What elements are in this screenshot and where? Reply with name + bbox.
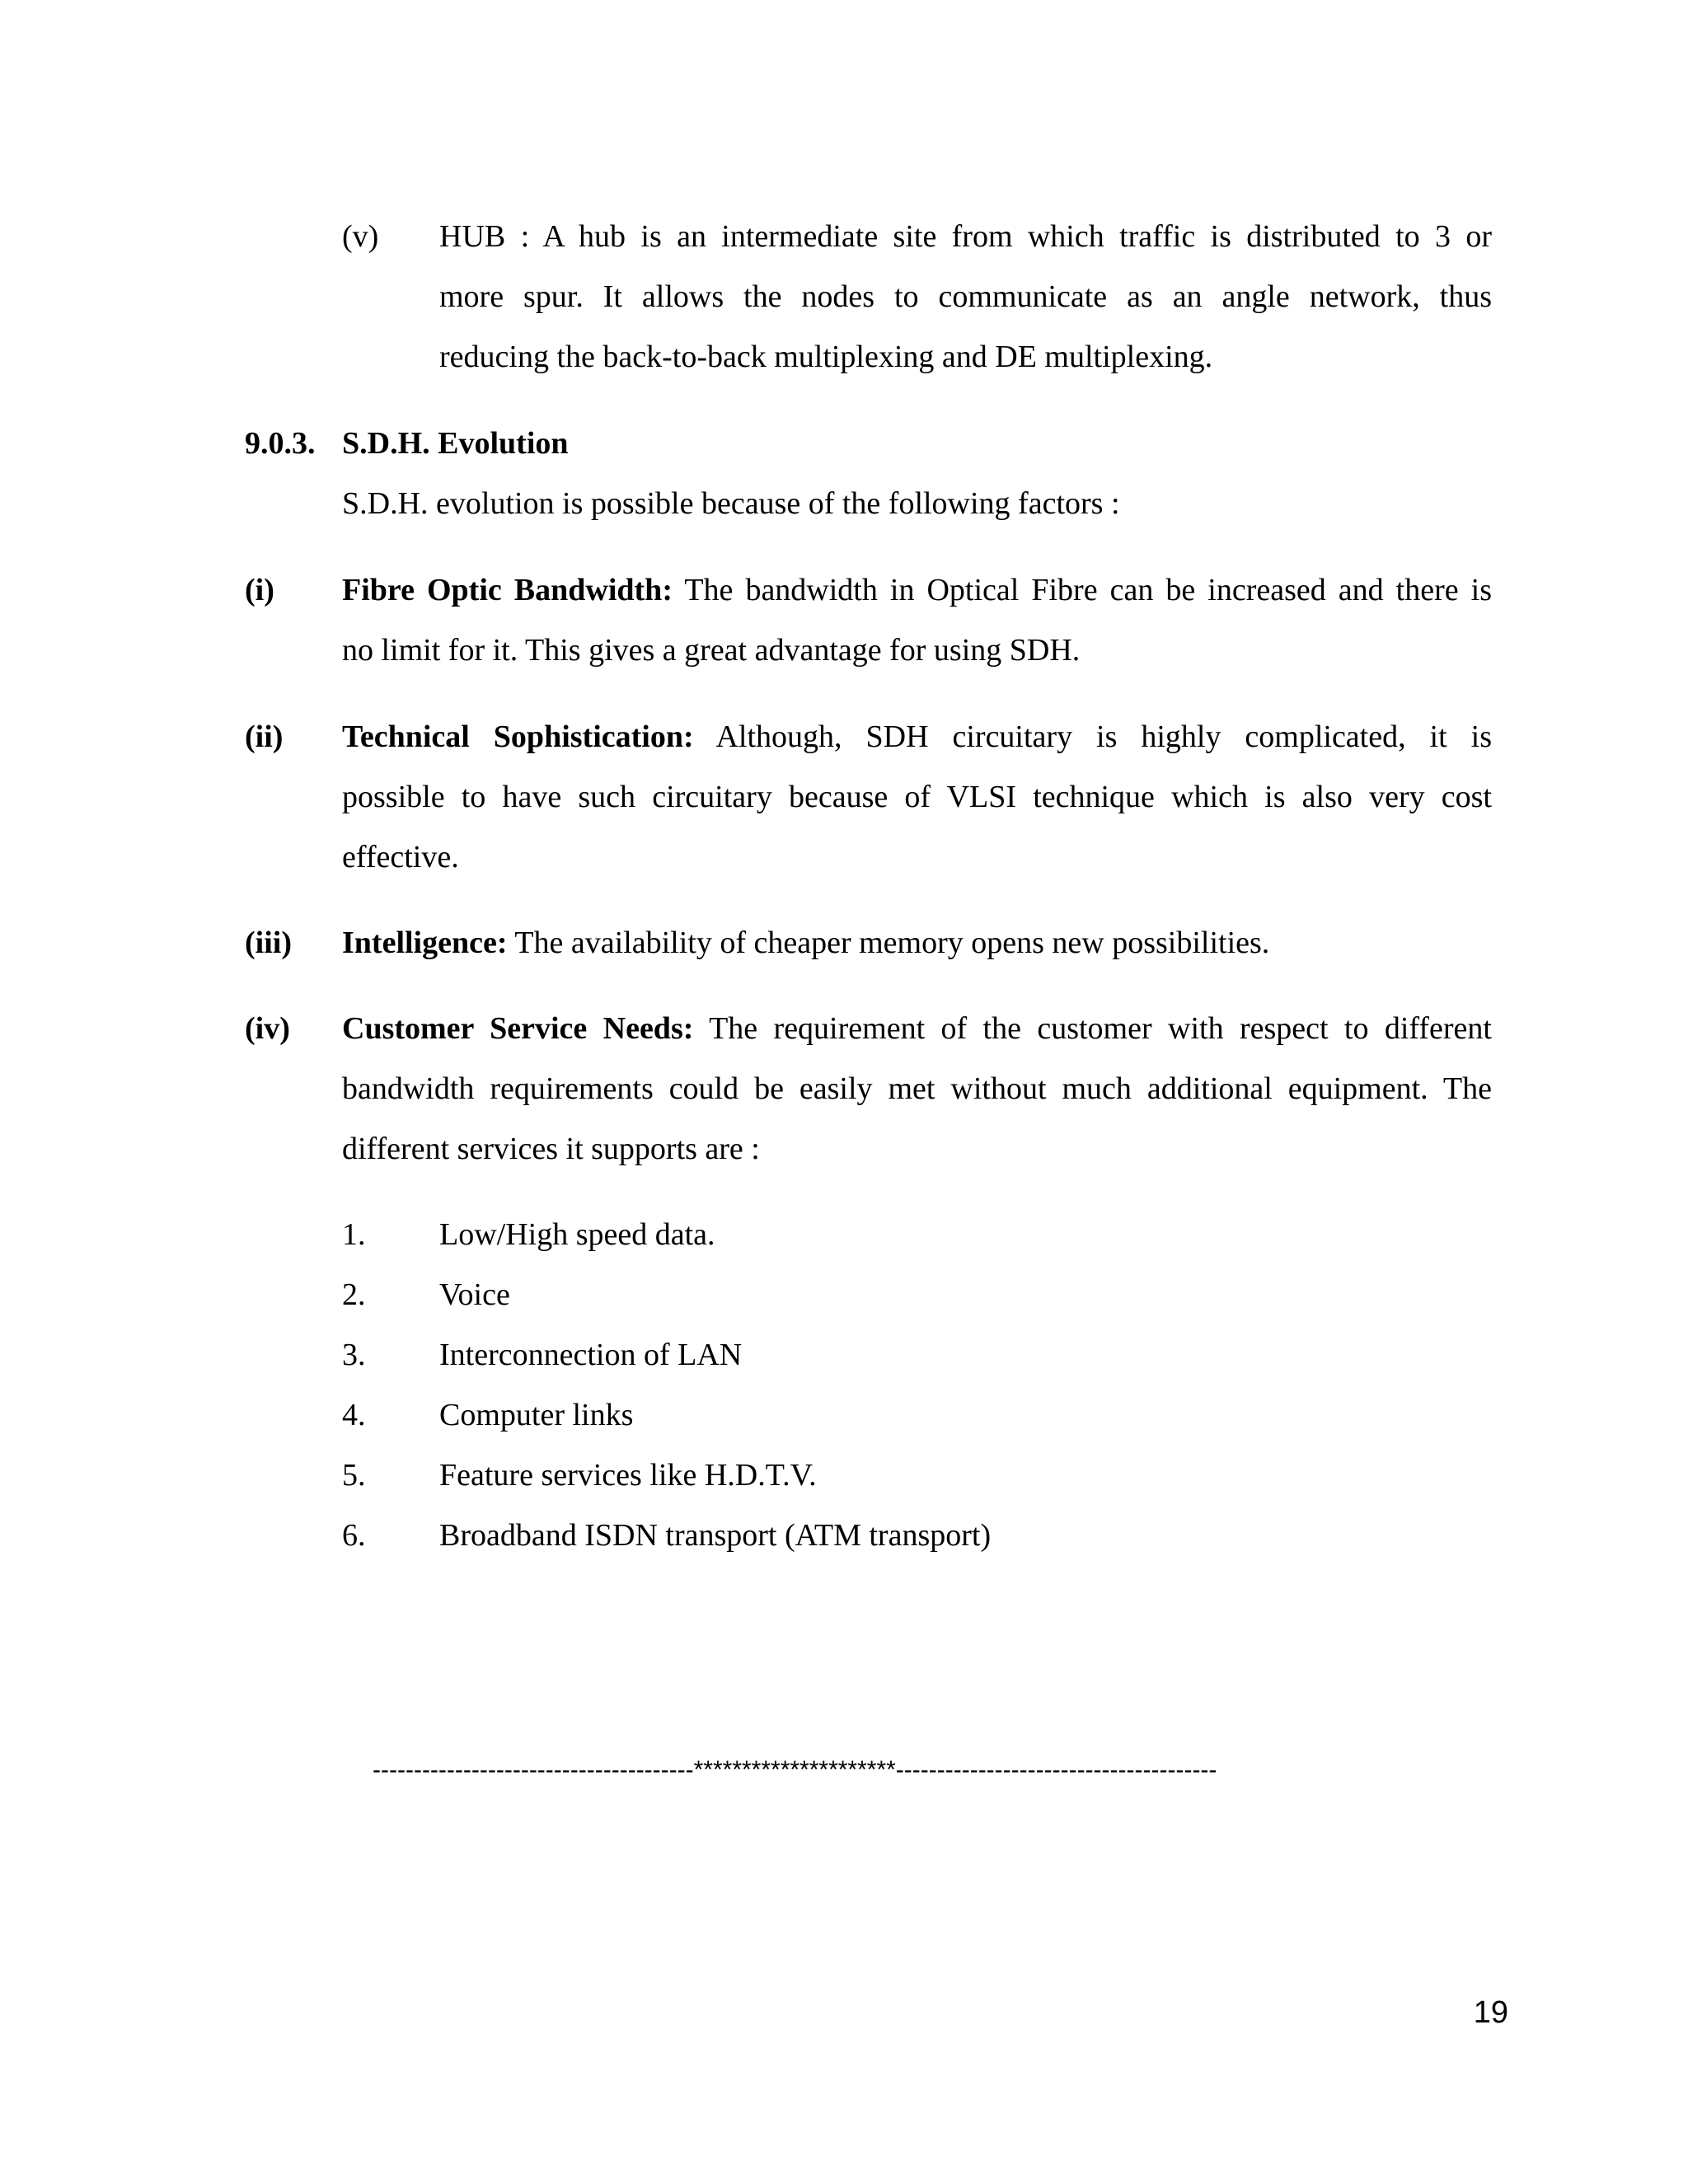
- service-item: Low/High speed data.: [439, 1217, 715, 1252]
- service-item: Feature services like H.D.T.V.: [439, 1458, 817, 1493]
- factor-marker: (ii): [245, 719, 284, 754]
- factor-text: The bandwidth in Optical Fibre can be increased and there is: [672, 573, 1492, 607]
- factor-line: bandwidth requirements could be easily met without much additional equipment. The: [342, 1071, 1492, 1106]
- section-intro: S.D.H. evolution is possible because of the following factors :: [342, 486, 1120, 521]
- service-number: 3.: [342, 1338, 366, 1372]
- factor-marker: (iv): [245, 1011, 290, 1046]
- section-number: 9.0.3.: [245, 426, 316, 461]
- service-item: Computer links: [439, 1398, 634, 1432]
- factor-text: The availability of cheaper memory opens new possibilities.: [507, 926, 1270, 960]
- service-item: Voice: [439, 1277, 510, 1312]
- hub-item-line-2: more spur. It allows the nodes to communicate as an angle network, thus: [439, 279, 1492, 314]
- service-number: 5.: [342, 1458, 366, 1493]
- hub-item-marker: (v): [342, 219, 379, 254]
- section-title: S.D.H. Evolution: [342, 426, 569, 461]
- factor-marker: (i): [245, 573, 274, 607]
- factor-line: effective.: [342, 840, 459, 874]
- factor-first-line: [342, 572, 1492, 608]
- page-number: 19: [1473, 1995, 1508, 2030]
- service-number: 2.: [342, 1277, 366, 1312]
- service-item: Broadband ISDN transport (ATM transport): [439, 1518, 992, 1553]
- factor-marker: (iii): [245, 926, 292, 960]
- factor-line: no limit for it. This gives a great advantage for using SDH.: [342, 633, 1081, 668]
- service-item: Interconnection of LAN: [439, 1338, 743, 1372]
- factor-term: Customer Service Needs:: [342, 1011, 694, 1046]
- hub-item-line-1: HUB : A hub is an intermediate site from which traffic is distributed to 3 or: [439, 219, 1492, 254]
- section-separator: ---------------------------------------*********************---------------------------------------: [373, 1756, 1217, 1783]
- factor-text: Although, SDH circuitary is highly complicated, it is: [693, 719, 1492, 754]
- factor-first-line: [342, 925, 1269, 961]
- factor-term: Technical Sophistication:: [342, 719, 694, 754]
- hub-item-line-3: reducing the back-to-back multiplexing and DE multiplexing.: [439, 340, 1213, 374]
- factor-term: Fibre Optic Bandwidth:: [342, 573, 673, 607]
- factor-line: different services it supports are :: [342, 1132, 760, 1166]
- service-number: 6.: [342, 1518, 366, 1553]
- factor-line: possible to have such circuitary because of VLSI technique which is also very cost: [342, 780, 1492, 814]
- factor-term: Intelligence:: [342, 926, 508, 960]
- service-number: 1.: [342, 1217, 366, 1252]
- factor-text: The requirement of the customer with respect to different: [693, 1011, 1492, 1046]
- factor-first-line: [342, 1010, 1492, 1047]
- factor-first-line: [342, 719, 1492, 755]
- service-number: 4.: [342, 1398, 366, 1432]
